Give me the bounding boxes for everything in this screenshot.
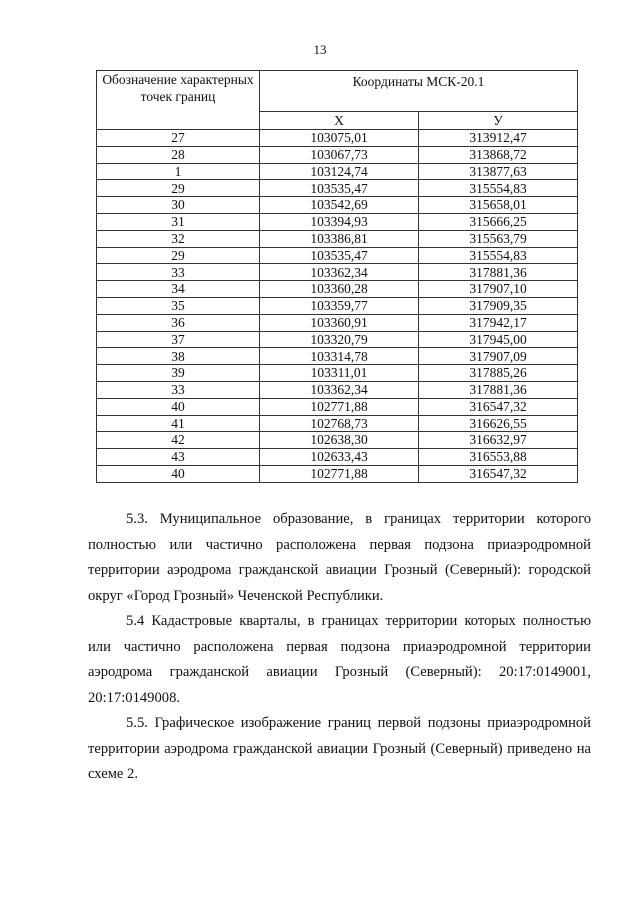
point-number-cell: 41 — [97, 415, 260, 432]
point-number-cell: 37 — [97, 331, 260, 348]
table-row — [97, 146, 578, 163]
point-number-cell: 27 — [97, 130, 260, 147]
y-coordinate-cell: 317945,00 — [419, 331, 578, 348]
x-coordinate-cell: 103386,81 — [260, 230, 419, 247]
x-coordinate-cell: 102633,43 — [260, 449, 419, 466]
y-coordinate-cell: 317907,10 — [419, 281, 578, 298]
table-row — [97, 163, 578, 180]
x-coordinate-cell: 103320,79 — [260, 331, 419, 348]
paragraph-5-5: 5.5. Графическое изображение границ первой подзоны приаэродромной территории аэродрома гражданской авиации Грозный (Северный) приведено на схеме 2. — [88, 715, 591, 782]
x-coordinate-cell: 103535,47 — [260, 247, 419, 264]
x-coordinate-cell: 103360,91 — [260, 314, 419, 331]
x-coordinate-cell: 103535,47 — [260, 180, 419, 197]
table-row — [97, 415, 578, 432]
point-number-cell: 38 — [97, 348, 260, 365]
coordinates-table — [96, 70, 578, 483]
y-coordinate-cell: 316632,97 — [419, 432, 578, 449]
point-number-cell: 29 — [97, 247, 260, 264]
point-number-cell: 39 — [97, 365, 260, 382]
table-row — [97, 331, 578, 348]
x-coordinate-cell: 102771,88 — [260, 398, 419, 415]
point-number-cell: 33 — [97, 381, 260, 398]
y-coordinate-cell: 316547,32 — [419, 398, 578, 415]
table-row — [97, 449, 578, 466]
y-coordinate-cell: 315666,25 — [419, 213, 578, 230]
point-number-cell: 1 — [97, 163, 260, 180]
point-number-cell: 29 — [97, 180, 260, 197]
x-coordinate-cell: 102768,73 — [260, 415, 419, 432]
point-number-cell: 30 — [97, 197, 260, 214]
table-row — [97, 314, 578, 331]
table-row — [97, 180, 578, 197]
y-coordinate-cell: 316626,55 — [419, 415, 578, 432]
x-coordinate-cell: 103359,77 — [260, 297, 419, 314]
point-label-header: Обозначение характерных точек границ — [97, 71, 260, 130]
y-coordinate-cell: 313868,72 — [419, 146, 578, 163]
point-number-cell: 35 — [97, 297, 260, 314]
y-coordinate-cell: 313912,47 — [419, 130, 578, 147]
y-coordinate-cell: 317881,36 — [419, 381, 578, 398]
point-number-cell: 42 — [97, 432, 260, 449]
table-row — [97, 297, 578, 314]
point-number-cell: 33 — [97, 264, 260, 281]
point-number-cell: 28 — [97, 146, 260, 163]
table-row — [97, 264, 578, 281]
page-number: 13 — [313, 42, 327, 57]
y-column-header: У — [419, 112, 578, 130]
body-text — [88, 507, 591, 788]
table-row — [97, 365, 578, 382]
table-row — [97, 348, 578, 365]
x-coordinate-cell: 103311,01 — [260, 365, 419, 382]
y-coordinate-cell: 316547,32 — [419, 465, 578, 482]
point-number-cell: 36 — [97, 314, 260, 331]
table-row — [97, 130, 578, 147]
y-coordinate-cell: 316553,88 — [419, 449, 578, 466]
y-coordinate-cell: 317881,36 — [419, 264, 578, 281]
paragraph-5-3: 5.3. Муниципальное образование, в границах территории которого полностью или частично расположена первая подзона приаэродромной территории аэродрома гражданской авиации Грозный (Северный): городской округ «Город Грозный» Чеченской Республики. — [88, 511, 591, 604]
x-coordinate-cell: 103542,69 — [260, 197, 419, 214]
table-row — [97, 465, 578, 482]
x-coordinate-cell: 103124,74 — [260, 163, 419, 180]
y-coordinate-cell: 313877,63 — [419, 163, 578, 180]
x-coordinate-cell: 103067,73 — [260, 146, 419, 163]
y-coordinate-cell: 315554,83 — [419, 180, 578, 197]
table-row — [97, 230, 578, 247]
table-row — [97, 432, 578, 449]
y-coordinate-cell: 317885,26 — [419, 365, 578, 382]
point-number-cell: 40 — [97, 465, 260, 482]
x-coordinate-cell: 103075,01 — [260, 130, 419, 147]
y-coordinate-cell: 317909,35 — [419, 297, 578, 314]
point-number-cell: 34 — [97, 281, 260, 298]
x-coordinate-cell: 103362,34 — [260, 264, 419, 281]
point-number-cell: 43 — [97, 449, 260, 466]
x-coordinate-cell: 103314,78 — [260, 348, 419, 365]
x-coordinate-cell: 103394,93 — [260, 213, 419, 230]
x-coordinate-cell: 102771,88 — [260, 465, 419, 482]
coordinates-group-header: Координаты МСК-20.1 — [260, 71, 578, 112]
table-row — [97, 197, 578, 214]
point-number-cell: 31 — [97, 213, 260, 230]
table-row — [97, 398, 578, 415]
table-row — [97, 213, 578, 230]
table-row — [97, 381, 578, 398]
x-coordinate-cell: 103362,34 — [260, 381, 419, 398]
x-coordinate-cell: 103360,28 — [260, 281, 419, 298]
y-coordinate-cell: 315554,83 — [419, 247, 578, 264]
y-coordinate-cell: 315563,79 — [419, 230, 578, 247]
point-number-cell: 32 — [97, 230, 260, 247]
table-row — [97, 281, 578, 298]
y-coordinate-cell: 317907,09 — [419, 348, 578, 365]
table-row — [97, 247, 578, 264]
point-number-cell: 40 — [97, 398, 260, 415]
y-coordinate-cell: 315658,01 — [419, 197, 578, 214]
y-coordinate-cell: 317942,17 — [419, 314, 578, 331]
coordinates-table-body — [97, 130, 578, 483]
paragraph-5-4: 5.4 Кадастровые кварталы, в границах территории которых полностью или частично расположена первая подзона приаэродромной территории аэродрома гражданской авиации Грозный (Северный): 20:17:0149001, 20:17:0149008. — [88, 613, 591, 706]
x-coordinate-cell: 102638,30 — [260, 432, 419, 449]
x-column-header: Х — [260, 112, 419, 130]
